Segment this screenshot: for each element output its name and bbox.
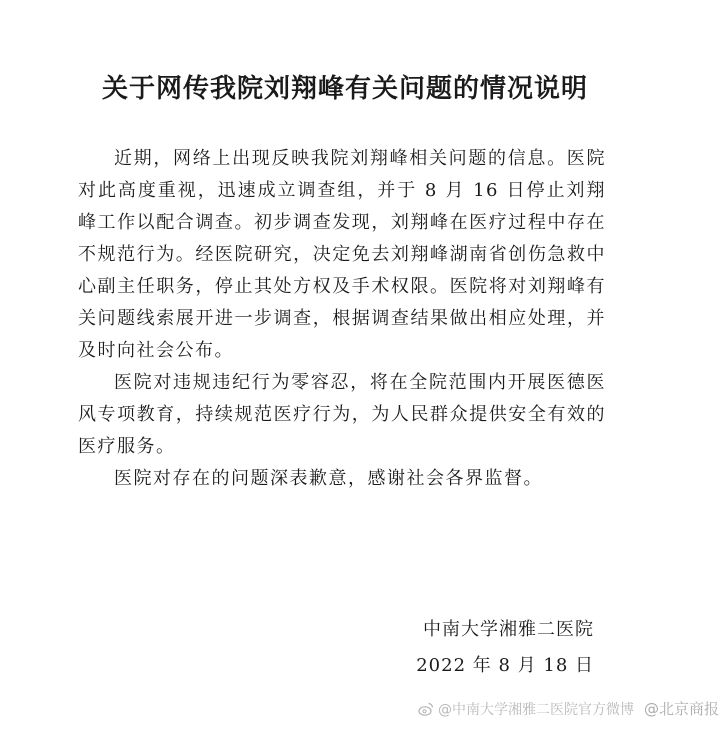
paragraph-3: 医院对存在的问题深表歉意，感谢社会各界监督。 [114,468,543,489]
signature-organization: 中南大学湘雅二医院 [423,619,594,640]
watermark [418,698,719,719]
paragraph-2: 医院对违规违纪行为零容忍，将在全院范围内开展医德医风专项教育，持续规范医疗行为，为人民群众提供安全有效的医疗服务。 [78,372,606,457]
signature-block [416,612,594,684]
watermark-brand: @北京商报 [644,700,719,718]
signature-date: 2022 年 8 月 18 日 [416,655,594,676]
document-title: 关于网传我院刘翔峰有关问题的情况说明 [101,74,588,104]
weibo-icon [418,701,434,717]
document-body [78,143,606,495]
paragraph-1: 近期，网络上出现反映我院刘翔峰相关问题的信息。医院对此高度重视，迅速成立调查组，并于 8 月 16 日停止刘翔峰工作以配合调查。初步调查发现，刘翔峰在医疗过程中存在不规范行为。经医院研究，决定免去刘翔峰湖南省创伤急救中心副主任职务，停止其处方权及手术权限。医院将对刘翔峰有关问题线索展开进一步调查，根据调查结果做出相应处理，并及时向社会公布。 [78,148,606,361]
watermark-account: @中南大学湘雅二医院官方微博 [438,701,634,718]
